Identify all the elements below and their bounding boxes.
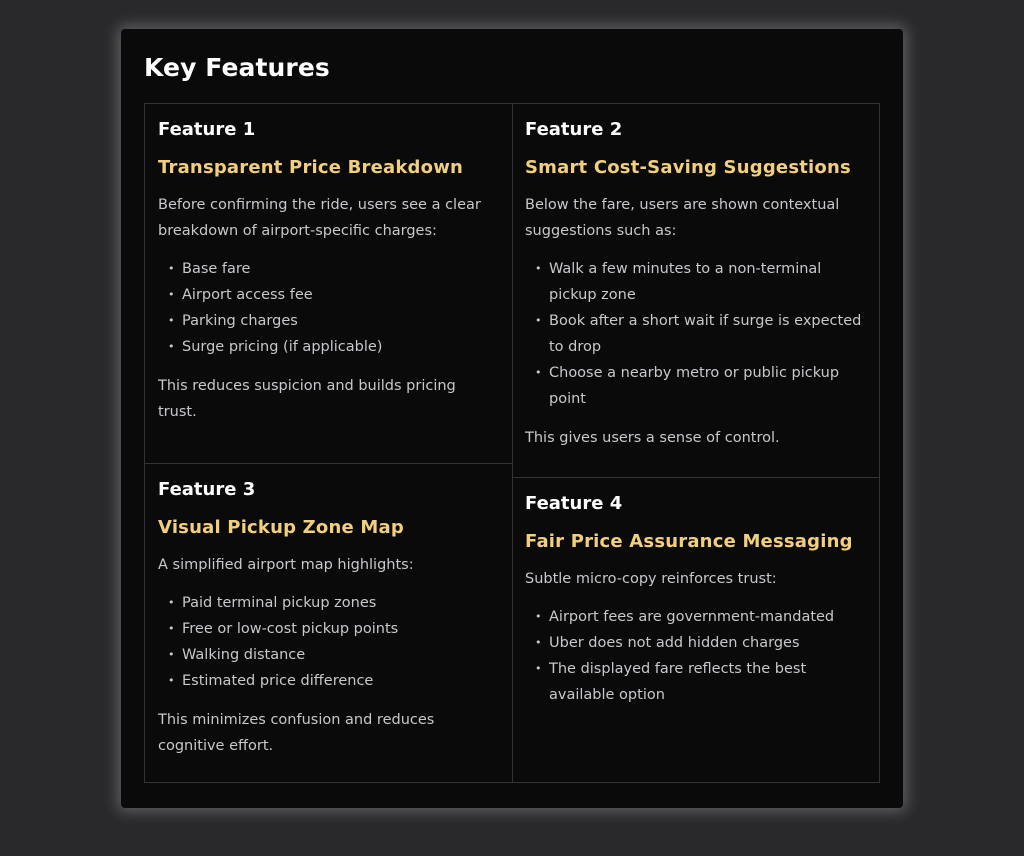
feature-bullet-list xyxy=(525,604,866,708)
feature-outro: This gives users a sense of control. xyxy=(525,430,780,446)
feature-intro: Subtle micro-copy reinforces trust: xyxy=(525,571,777,587)
feature-card-3 xyxy=(145,464,512,782)
list-item: • Walk a few minutes to a non-terminal pickup zone xyxy=(549,256,866,308)
feature-intro: Before confirming the ride, users see a clear breakdown of airport-specific charges: xyxy=(158,197,481,239)
feature-card-2 xyxy=(512,104,879,478)
feature-heading: Fair Price Assurance Messaging xyxy=(525,531,853,552)
feature-card-1 xyxy=(145,104,512,464)
features-grid xyxy=(144,103,880,783)
list-item: • The displayed fare reflects the best available option xyxy=(549,656,866,708)
feature-intro: A simplified airport map highlights: xyxy=(158,557,414,573)
key-features-card xyxy=(121,29,903,808)
feature-bullet-list xyxy=(158,256,499,360)
feature-label: Feature 1 xyxy=(158,119,256,140)
list-item: • Airport access fee xyxy=(182,282,499,308)
feature-label: Feature 4 xyxy=(525,493,623,514)
list-item: • Choose a nearby metro or public pickup point xyxy=(549,360,866,412)
list-item: • Uber does not add hidden charges xyxy=(549,630,866,656)
feature-outro: This reduces suspicion and builds pricing trust. xyxy=(158,378,456,420)
feature-heading: Visual Pickup Zone Map xyxy=(158,517,404,538)
features-column-right xyxy=(512,104,879,782)
feature-outro: This minimizes confusion and reduces cognitive effort. xyxy=(158,712,435,754)
list-item: • Airport fees are government-mandated xyxy=(549,604,866,630)
feature-card-4 xyxy=(512,478,879,782)
feature-bullet-list xyxy=(158,590,499,694)
feature-heading: Transparent Price Breakdown xyxy=(158,157,464,178)
feature-heading: Smart Cost-Saving Suggestions xyxy=(525,157,851,178)
list-item: • Free or low-cost pickup points xyxy=(182,616,499,642)
features-column-left xyxy=(145,104,513,782)
page-title: Key Features xyxy=(144,53,330,82)
list-item: • Paid terminal pickup zones xyxy=(182,590,499,616)
feature-intro: Below the fare, users are shown contextual suggestions such as: xyxy=(525,197,840,239)
list-item: • Surge pricing (if applicable) xyxy=(182,334,499,360)
list-item: • Book after a short wait if surge is expected to drop xyxy=(549,308,866,360)
list-item: • Estimated price difference xyxy=(182,668,499,694)
list-item: • Parking charges xyxy=(182,308,499,334)
feature-label: Feature 3 xyxy=(158,479,256,500)
list-item: • Base fare xyxy=(182,256,499,282)
feature-bullet-list xyxy=(525,256,866,412)
list-item: • Walking distance xyxy=(182,642,499,668)
feature-label: Feature 2 xyxy=(525,119,623,140)
